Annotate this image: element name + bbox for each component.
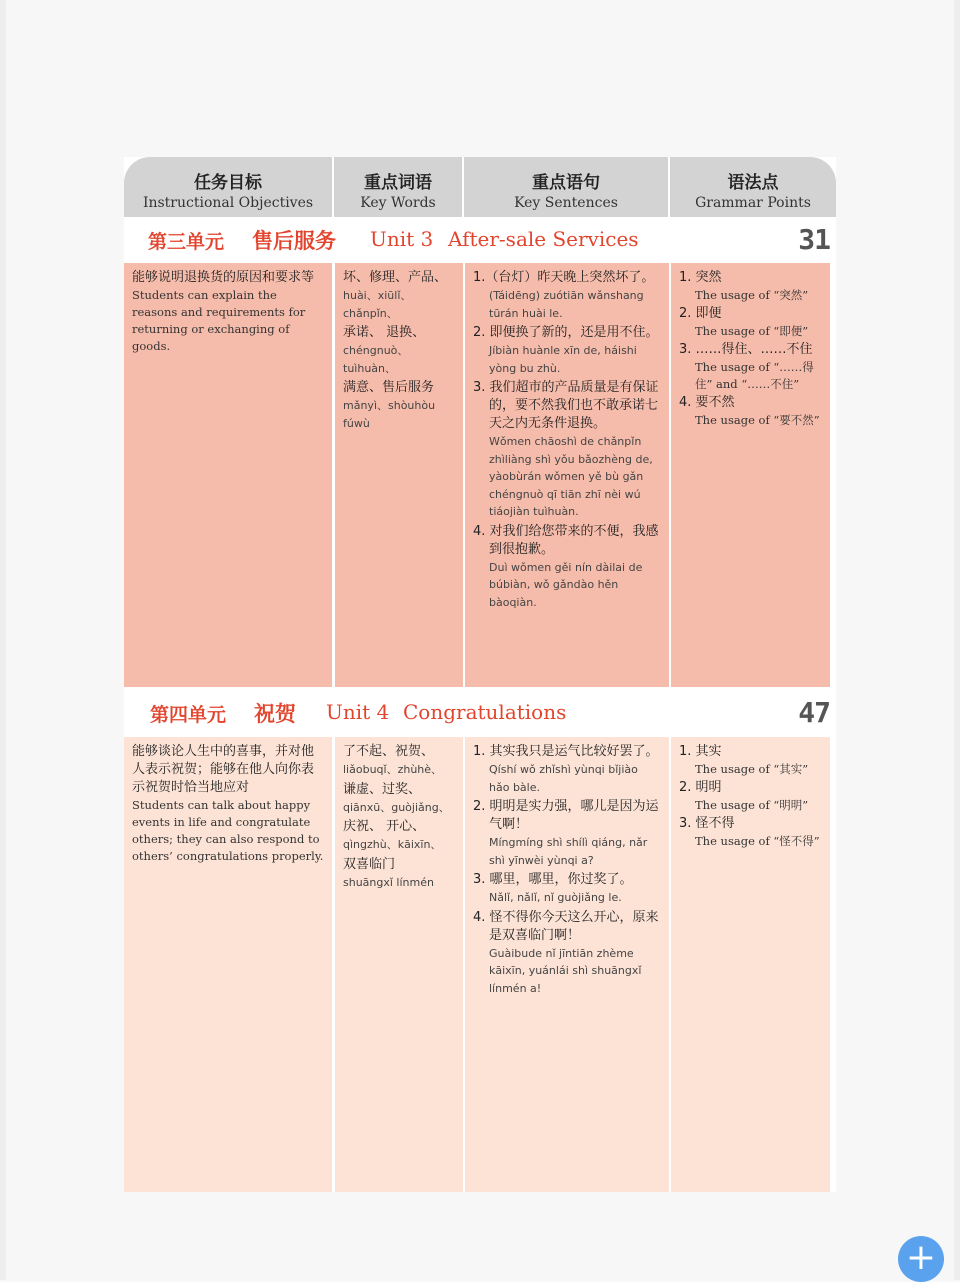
- grammar-point: 3. 怪不得: [679, 816, 735, 831]
- grammar-usage: The usage of “明明”: [695, 798, 809, 812]
- sentence-pinyin: Jíbiàn huànle xīn de, háishi yòng bu zhù.: [489, 344, 637, 375]
- unit3-objective-zh: 能够说明退换货的原因和要求等: [132, 270, 315, 285]
- grammar-usage: The usage of “其实”: [695, 762, 809, 776]
- textbook-page: [124, 157, 836, 1192]
- list-item: [473, 798, 661, 869]
- sentence-pinyin: Wǒmen chāoshì de chǎnpǐn zhìliàng shì yǒu bǎozhèng de, yàobùrán wǒmen yě bù gǎn chéngnuò qī tiān zhī nèi wú tiáojiàn tuìhuàn.: [489, 435, 653, 518]
- list-item: [679, 394, 822, 429]
- header-objectives-en: Instructional Objectives: [142, 195, 314, 211]
- header-keywords-zh: 重点词语: [364, 173, 432, 193]
- header-grammar-zh: 语法点: [727, 173, 779, 193]
- sentence-zh: 1. 其实我只是运气比较好罢了。: [473, 744, 659, 759]
- keyword-zh: 谦虚、过奖、: [343, 781, 422, 797]
- header-keywords-en: Key Words: [360, 195, 436, 211]
- keyword-zh: 庆祝、 开心、: [343, 819, 426, 834]
- header-grammar-en: Grammar Points: [695, 195, 811, 211]
- unit4-objective-en: Students can talk about happy events in life and congratulate others; they can also respond to others’ congratulations properly.: [132, 798, 324, 863]
- keyword-zh: 满意、售后服务: [343, 380, 435, 395]
- grammar-point: 4. 要不然: [679, 395, 735, 410]
- keyword-zh: 承诺、 退换、: [343, 325, 426, 340]
- keyword-pinyin: huài、xiūlǐ、chǎnpǐn、: [343, 289, 412, 320]
- header-sentences-zh: 重点语句: [532, 173, 600, 193]
- list-item: [343, 856, 455, 892]
- keyword-zh: 了不起、祝贺、: [343, 744, 435, 759]
- list-item: [679, 305, 822, 340]
- unit3-page-number: 31: [798, 223, 830, 256]
- unit3-number-en: Unit 3: [370, 227, 434, 251]
- list-item: [343, 269, 455, 322]
- unit3-objective-en: Students can explain the reasons and requirements for returning or exchanging of goods.: [132, 288, 306, 353]
- list-item: [679, 269, 822, 304]
- sentence-zh: 3. 哪里，哪里，你过奖了。: [473, 872, 633, 887]
- unit4-page-number: 47: [798, 696, 830, 729]
- list-item: [343, 781, 455, 817]
- list-item: [679, 341, 822, 393]
- grammar-point: 1. 突然: [679, 270, 722, 285]
- grammar-point: 1. 其实: [679, 744, 722, 759]
- unit3-title-en: After-sale Services: [448, 227, 639, 251]
- keyword-pinyin: qiānxū、guòjiǎng、: [343, 800, 450, 814]
- add-button[interactable]: [898, 1236, 944, 1282]
- list-item: [473, 324, 661, 377]
- grammar-usage: The usage of “即便”: [695, 324, 809, 338]
- unit4-title-row: [124, 692, 836, 736]
- table-header: [124, 157, 836, 217]
- sentence-pinyin: Qíshí wǒ zhǐshì yùnqi bǐjiào hǎo bàle.: [489, 763, 638, 794]
- list-item: [679, 779, 822, 814]
- unit3-number-zh: 第三单元: [148, 231, 225, 253]
- unit3-section: [124, 263, 836, 687]
- list-item: [473, 909, 661, 998]
- list-item: [679, 743, 822, 778]
- list-item: [343, 818, 455, 854]
- sentence-zh: 2. 即便换了新的，还是用不住。: [473, 325, 659, 340]
- unit4-title-en: Congratulations: [403, 700, 567, 724]
- grammar-usage: The usage of “要不然”: [695, 413, 820, 427]
- list-item: [473, 379, 661, 521]
- sentence-zh: 4. 对我们给您带来的不便，我感到很抱歉。: [473, 523, 659, 557]
- unit4-keywords-cell: [335, 737, 463, 1192]
- keyword-pinyin: liǎobuqǐ、zhùhè、: [343, 763, 443, 776]
- unit4-grammar-cell: [671, 737, 830, 1192]
- grammar-usage: The usage of “……得住” and “……不住”: [695, 360, 814, 391]
- right-edge: [954, 0, 960, 1280]
- header-sentences: [464, 157, 670, 217]
- keyword-pinyin: shuāngxǐ línmén: [343, 875, 434, 889]
- list-item: [343, 379, 455, 432]
- list-item: [343, 743, 455, 779]
- plus-icon: +: [905, 1237, 937, 1278]
- header-keywords: [334, 157, 464, 217]
- list-item: [473, 269, 661, 322]
- unit4-title-zh: 祝贺: [254, 702, 296, 726]
- list-item: [473, 523, 661, 612]
- unit4-number-en: Unit 4: [326, 700, 390, 724]
- grammar-point: 3. ……得住、……不住: [679, 342, 813, 357]
- sentence-zh: 2. 明明是实力强，哪儿是因为运气啊！: [473, 799, 659, 832]
- grammar-usage: The usage of “突然”: [695, 288, 809, 302]
- unit4-number-zh: 第四单元: [150, 704, 227, 726]
- unit4-objective-zh: 能够谈论人生中的喜事，并对他人表示祝贺；能够在他人向你表示祝贺时恰当地应对: [132, 744, 315, 795]
- sentence-pinyin: Duì wǒmen gěi nín dàilai de búbiàn, wǒ gǎndào hěn bàoqiàn.: [489, 560, 643, 609]
- unit3-grammar-cell: [671, 263, 830, 687]
- keyword-zh: 坏、修理、产品、: [343, 270, 448, 285]
- keyword-pinyin: mǎnyì、shòuhòu fúwù: [343, 399, 436, 430]
- sentence-pinyin: Guàibude nǐ jīntiān zhème kāixīn, yuánlái shì shuāngxǐ línmén a!: [489, 946, 642, 995]
- header-objectives-zh: 任务目标: [194, 173, 262, 193]
- unit3-title-zh: 售后服务: [252, 229, 336, 253]
- list-item: [679, 815, 822, 850]
- grammar-usage: The usage of “怪不得”: [695, 834, 820, 848]
- keyword-pinyin: qìngzhù、kāixīn、: [343, 838, 442, 851]
- sentence-pinyin: Míngmíng shì shílì qiáng, nǎr shì yīnwèi yùnqi a?: [489, 836, 648, 867]
- keyword-pinyin: chéngnuò、tuìhuàn、: [343, 344, 409, 375]
- unit4-objectives-cell: [124, 737, 332, 1192]
- header-grammar: [670, 157, 836, 217]
- list-item: [473, 743, 661, 796]
- sentence-pinyin: Nǎlǐ, nǎlǐ, nǐ guòjiǎng le.: [489, 891, 622, 904]
- unit3-keywords-cell: [335, 263, 463, 687]
- unit4-sentences-cell: [465, 737, 669, 1192]
- unit4-section: [124, 737, 836, 1192]
- list-item: [473, 871, 661, 907]
- sentence-zh: 3. 我们超市的产品质量是有保证的，要不然我们也不敢承诺七天之内无条件退换。: [473, 380, 659, 431]
- grammar-point: 2. 明明: [679, 780, 722, 795]
- keyword-zh: 双喜临门: [343, 856, 396, 872]
- unit3-sentences-cell: [465, 263, 669, 687]
- header-sentences-en: Key Sentences: [514, 195, 618, 211]
- grammar-point: 2. 即便: [679, 306, 722, 321]
- header-objectives: [124, 157, 334, 217]
- sentence-pinyin: (Táidēng) zuótiān wǎnshang tūrán huài le.: [489, 289, 644, 320]
- unit3-objectives-cell: [124, 263, 332, 687]
- left-edge: [0, 0, 6, 1280]
- sentence-zh: 1.（台灯）昨天晚上突然坏了。: [473, 270, 655, 285]
- list-item: [343, 324, 455, 377]
- unit3-title-row: [124, 219, 836, 263]
- sentence-zh: 4. 怪不得你今天这么开心，原来是双喜临门啊！: [473, 909, 659, 943]
